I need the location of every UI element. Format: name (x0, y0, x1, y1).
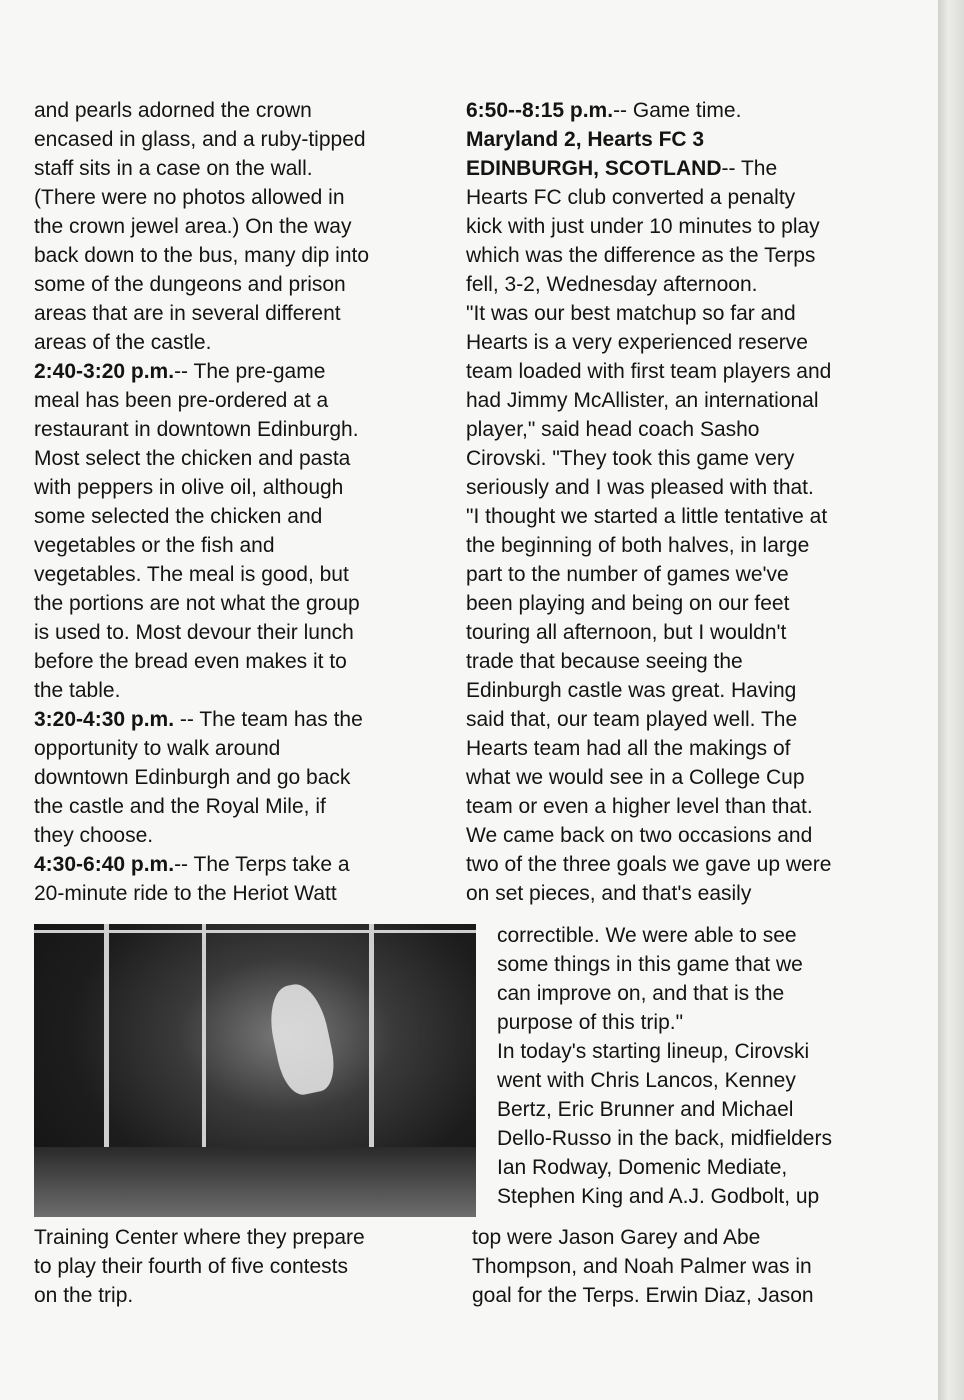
text-line (34, 270, 464, 299)
time-heading: EDINBURGH, SCOTLAND (466, 157, 722, 180)
text-line: Stephen King and A.J. Godbolt, up (497, 1185, 820, 1208)
right-column (466, 96, 916, 908)
team-photo (34, 924, 476, 1217)
line-text: fell, 3-2, Wednesday afternoon. (466, 273, 758, 296)
text-line (34, 850, 464, 879)
text-line: In today's starting lineup, Cirovski (497, 1040, 810, 1063)
right-column-lower (497, 921, 917, 1211)
text-line (466, 676, 916, 705)
line-text: back down to the bus, many dip into (34, 244, 370, 267)
line-text: Hearts team had all the makings of (466, 737, 791, 760)
text-line: Bertz, Eric Brunner and Michael (497, 1098, 794, 1121)
text-line (466, 183, 916, 212)
line-text: kick with just under 10 minutes to play (466, 215, 820, 238)
text-line (34, 386, 464, 415)
text-line: on the trip. (34, 1284, 134, 1307)
text-line: Dello-Russo in the back, midfielders (497, 1127, 832, 1150)
text-line (466, 444, 916, 473)
line-text: restaurant in downtown Edinburgh. (34, 418, 359, 441)
line-text: the castle and the Royal Mile, if (34, 795, 326, 818)
line-text: some selected the chicken and (34, 505, 323, 528)
line-text: areas that are in several different (34, 302, 341, 325)
line-text: the crown jewel area.) On the way (34, 215, 352, 238)
line-text: Cirovski. "They took this game very (466, 447, 795, 470)
text-line: goal for the Terps. Erwin Diaz, Jason (472, 1284, 814, 1307)
binding-edge (938, 0, 964, 1400)
text-line (34, 734, 464, 763)
text-line: Ian Rodway, Domenic Mediate, (497, 1156, 788, 1179)
line-text: which was the difference as the Terps (466, 244, 816, 267)
line-text: with peppers in olive oil, although (34, 476, 344, 499)
line-text: downtown Edinburgh and go back (34, 766, 351, 789)
time-heading: 6:50--8:15 p.m. (466, 99, 614, 122)
text-line (466, 618, 916, 647)
time-heading: 3:20-4:30 p.m. (34, 708, 175, 731)
right-column-bottom (472, 1223, 912, 1310)
text-line: purpose of this trip." (497, 1011, 684, 1034)
time-heading: 4:30-6:40 p.m. (34, 853, 175, 876)
text-line (34, 299, 464, 328)
text-line (34, 676, 464, 705)
line-text: -- The Terps take a (174, 853, 350, 876)
text-line (34, 183, 464, 212)
line-text: on set pieces, and that's easily (466, 882, 752, 905)
text-line: can improve on, and that is the (497, 982, 785, 1005)
text-line (34, 241, 464, 270)
text-line (34, 328, 464, 357)
line-text: opportunity to walk around (34, 737, 281, 760)
text-line (466, 879, 916, 908)
text-line (34, 647, 464, 676)
line-text: Edinburgh castle was great. Having (466, 679, 797, 702)
text-line (466, 328, 916, 357)
line-text: team or even a higher level than that. (466, 795, 813, 818)
line-text: -- Game time. (613, 99, 742, 122)
line-text: Hearts FC club converted a penalty (466, 186, 796, 209)
line-text: and pearls adorned the crown (34, 99, 312, 122)
line-text: -- The pre-game (174, 360, 326, 383)
line-text: part to the number of games we've (466, 563, 789, 586)
text-line (34, 560, 464, 589)
text-line (34, 212, 464, 241)
text-line (34, 444, 464, 473)
line-text: 20-minute ride to the Heriot Watt (34, 882, 337, 905)
line-text: Most select the chicken and pasta (34, 447, 351, 470)
line-text: the table. (34, 679, 121, 702)
text-line (34, 357, 464, 386)
text-line: to play their fourth of five contests (34, 1255, 348, 1278)
text-line (466, 850, 916, 879)
line-text: been playing and being on our feet (466, 592, 790, 615)
line-text: touring all afternoon, but I wouldn't (466, 621, 787, 644)
text-line (34, 879, 464, 908)
line-text: is used to. Most devour their lunch (34, 621, 354, 644)
text-line (466, 734, 916, 763)
text-line (34, 415, 464, 444)
photo-caption (34, 1223, 464, 1310)
text-line: went with Chris Lancos, Kenney (497, 1069, 796, 1092)
line-text: vegetables. The meal is good, but (34, 563, 349, 586)
text-line (466, 415, 916, 444)
text-line (34, 821, 464, 850)
line-text: "It was our best matchup so far and (466, 302, 796, 325)
text-line (34, 154, 464, 183)
text-line: correctible. We were able to see (497, 924, 797, 947)
text-line (34, 763, 464, 792)
text-line (466, 647, 916, 676)
text-line: Thompson, and Noah Palmer was in (472, 1255, 812, 1278)
line-text: seriously and I was pleased with that. (466, 476, 814, 499)
line-text: Hearts is a very experienced reserve (466, 331, 808, 354)
text-line (466, 299, 916, 328)
time-heading: 2:40-3:20 p.m. (34, 360, 175, 383)
text-line (466, 502, 916, 531)
text-line (466, 560, 916, 589)
text-line: Training Center where they prepare (34, 1226, 365, 1249)
line-text: what we would see in a College Cup (466, 766, 805, 789)
text-line (466, 589, 916, 618)
left-column (34, 96, 464, 908)
text-line (466, 212, 916, 241)
text-line (34, 473, 464, 502)
text-line (466, 241, 916, 270)
line-text: the beginning of both halves, in large (466, 534, 810, 557)
line-text: some of the dungeons and prison (34, 273, 346, 296)
text-line (34, 531, 464, 560)
text-line: top were Jason Garey and Abe (472, 1226, 761, 1249)
line-text: the portions are not what the group (34, 592, 360, 615)
text-line (466, 270, 916, 299)
text-line (466, 531, 916, 560)
text-line (466, 357, 916, 386)
text-line (34, 96, 464, 125)
text-line (466, 154, 916, 183)
line-text: two of the three goals we gave up were (466, 853, 832, 876)
line-text: "I thought we started a little tentative at (466, 505, 828, 528)
text-line (466, 96, 916, 125)
line-text: areas of the castle. (34, 331, 212, 354)
text-line: some things in this game that we (497, 953, 803, 976)
line-text: before the bread even makes it to (34, 650, 347, 673)
line-text: said that, our team played well. The (466, 708, 798, 731)
line-text: (There were no photos allowed in (34, 186, 345, 209)
line-text: staff sits in a case on the wall. (34, 157, 313, 180)
text-line (466, 386, 916, 415)
time-heading: Maryland 2, Hearts FC 3 (466, 128, 705, 151)
line-text: player," said head coach Sasho (466, 418, 760, 441)
text-line (34, 705, 464, 734)
line-text: meal has been pre-ordered at a (34, 389, 329, 412)
text-line (34, 589, 464, 618)
line-text: -- The team has the (174, 708, 363, 731)
line-text: encased in glass, and a ruby-tipped (34, 128, 366, 151)
text-line (34, 792, 464, 821)
text-line (466, 705, 916, 734)
text-line (34, 502, 464, 531)
text-line (466, 763, 916, 792)
line-text: We came back on two occasions and (466, 824, 813, 847)
text-line (34, 125, 464, 154)
line-text: had Jimmy McAllister, an international (466, 389, 819, 412)
line-text: -- The (721, 157, 778, 180)
line-text: vegetables or the fish and (34, 534, 275, 557)
line-text: they choose. (34, 824, 154, 847)
line-text: trade that because seeing the (466, 650, 743, 673)
line-text: team loaded with first team players and (466, 360, 832, 383)
text-line (466, 821, 916, 850)
text-line (466, 473, 916, 502)
text-line (34, 618, 464, 647)
text-line (466, 125, 916, 154)
text-line (466, 792, 916, 821)
